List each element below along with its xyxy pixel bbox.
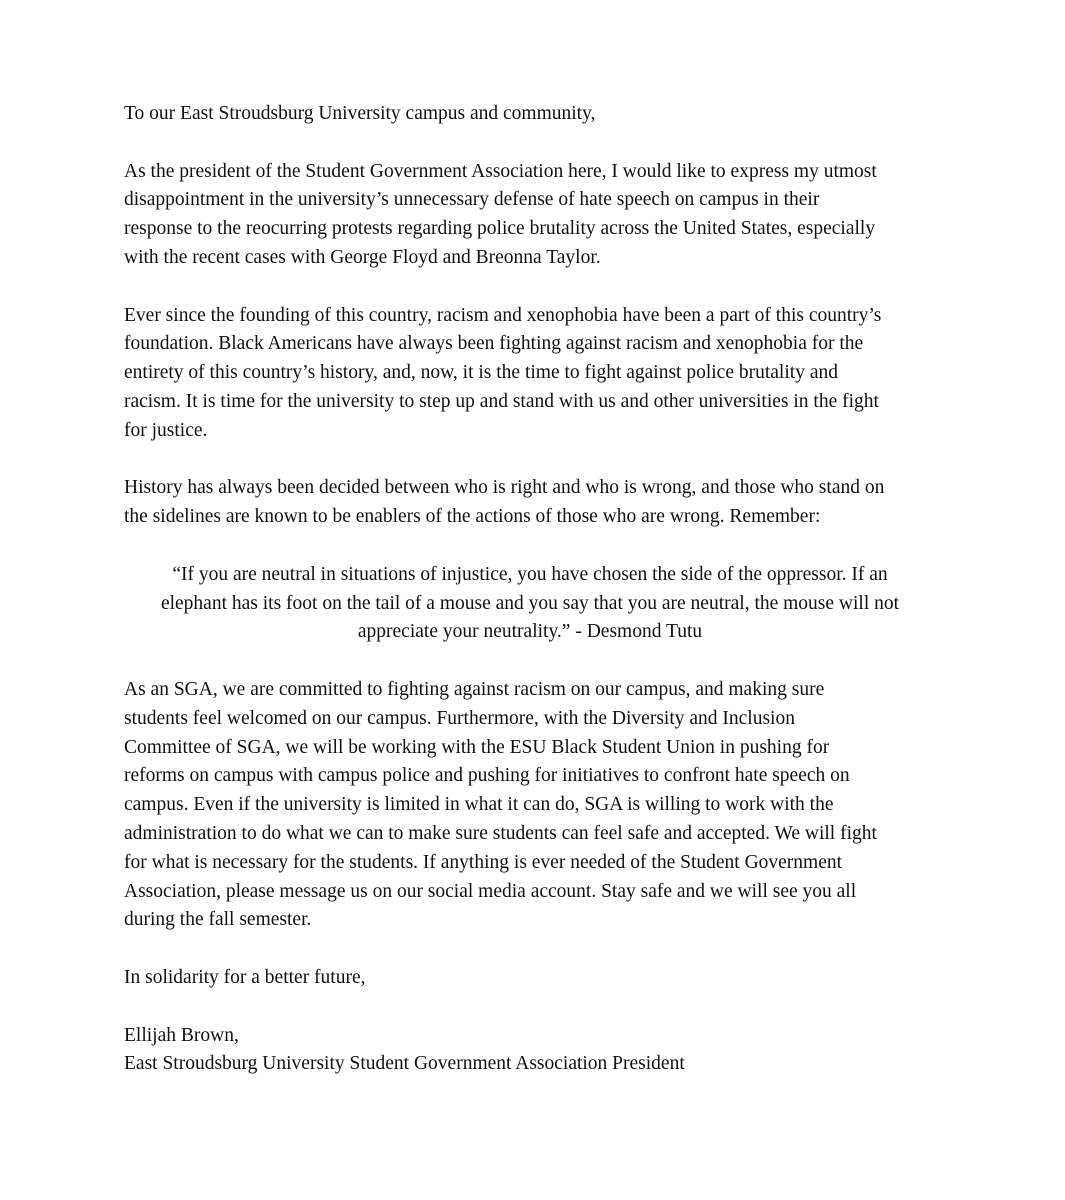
spacer: [124, 993, 954, 1022]
text-line: the sidelines are known to be enablers of the actions of those who are wrong. Remember:: [124, 506, 821, 528]
text-line: response to the reocurring protests regarding police brutality across the United States, especially: [124, 218, 876, 240]
spacer: [124, 647, 954, 676]
spacer: [124, 935, 954, 964]
text-line: with the recent cases with George Floyd and Breonna Taylor.: [124, 246, 601, 268]
text-line: racism. It is time for the university to step up and stand with us and other universities in the fight: [124, 390, 879, 412]
salutation: To our East Stroudsburg University campus and community,: [124, 103, 596, 124]
text-line: campus. Even if the university is limited in what it can do, SGA is willing to work with the: [124, 794, 834, 816]
text-line: administration to do what we can to make sure students can feel safe and accepted. We will fight: [124, 822, 877, 844]
text-line: for what is necessary for the students. If anything is ever needed of the Student Government: [124, 851, 843, 873]
sign-off: In solidarity for a better future,: [124, 966, 366, 988]
text-line: As the president of the Student Government Association here, I would like to express my utmost: [124, 160, 877, 182]
text-line: students feel welcomed on our campus. Furthermore, with the Diversity and Inclusion: [124, 707, 795, 729]
text-line: reforms on campus with campus police and pushing for initiatives to confront hate speech on: [124, 765, 850, 787]
paragraph-history-decided: [124, 474, 954, 532]
text-line: Committee of SGA, we will be working with the ESU Black Student Union in pushing for: [124, 736, 830, 758]
spacer: [124, 273, 954, 302]
signature-title: East Stroudsburg University Student Government Association President: [124, 1053, 685, 1075]
quote-line: “If you are neutral in situations of injustice, you have chosen the side of the oppressor. If an: [172, 563, 888, 585]
paragraph-disappointment: [124, 158, 954, 273]
text-line: Association, please message us on our social media account. Stay safe and we will see you all: [124, 880, 857, 902]
text-line: during the fall semester.: [124, 909, 312, 931]
text-line: for justice.: [124, 419, 208, 441]
block-quote: [124, 561, 954, 647]
letter-document: [124, 100, 954, 1079]
spacer: [124, 532, 954, 561]
signature-name: Ellijah Brown,: [124, 1024, 239, 1046]
quote-line: appreciate your neutrality.” - Desmond Tutu: [357, 621, 703, 643]
text-line: Ever since the founding of this country, racism and xenophobia have been a part of this country’s: [124, 304, 882, 326]
signature-block: [124, 1022, 954, 1080]
text-line: foundation. Black Americans have always been fighting against racism and xenophobia for the: [124, 333, 864, 355]
spacer: [124, 129, 954, 158]
quote-line: elephant has its foot on the tail of a mouse and you say that you are neutral, the mouse will not: [160, 592, 900, 614]
text-line: History has always been decided between who is right and who is wrong, and those who stand on: [124, 477, 885, 499]
paragraph-history-of-racism: [124, 302, 954, 446]
paragraph-sga-commitment: [124, 676, 954, 935]
spacer: [124, 446, 954, 475]
text-line: As an SGA, we are committed to fighting against racism on our campus, and making sure: [124, 678, 825, 700]
text-line: entirety of this country’s history, and, now, it is the time to fight against police brutality and: [124, 362, 838, 384]
text-line: disappointment in the university’s unnecessary defense of hate speech on campus in their: [124, 189, 820, 211]
